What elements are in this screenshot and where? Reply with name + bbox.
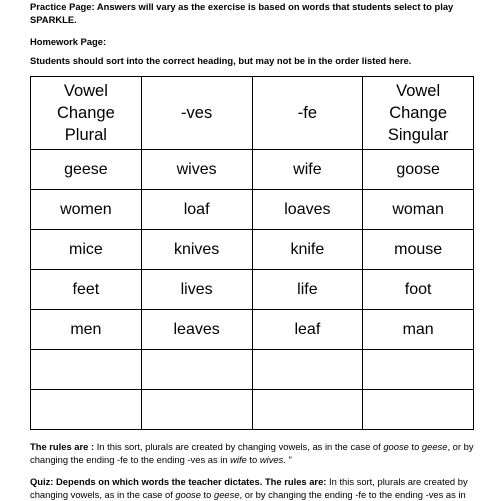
header-vowel-change-plural [31,77,142,150]
table-cell [141,350,252,390]
table-cell: wives [141,150,252,190]
word-sort-table [30,76,474,430]
table-row [31,310,474,350]
header-ves [141,77,252,150]
table-cell: man [363,310,474,350]
table-cell: mouse [363,230,474,270]
table-cell: men [31,310,142,350]
example-word: goose [383,441,409,452]
table-cell [141,390,252,430]
table-cell: lives [141,270,252,310]
quiz-text: , or by changing the ending -fe to the ending -ves as in [239,488,466,500]
table-cell: goose [363,150,474,190]
header-fe [252,77,363,150]
example-word: wife [230,453,247,465]
table-cell: knives [141,230,252,270]
example-word: goose [175,488,201,500]
quiz-text: In this sort, plurals are created by changing vowels, as in the case of [30,476,468,500]
table-row [31,150,474,190]
example-word: geese [421,441,448,452]
table-cell [31,350,142,390]
table-cell: foot [363,270,474,310]
table-cell: loaves [252,190,363,230]
table-cell [31,390,142,430]
table-row [31,390,474,430]
table-cell: leaf [252,310,363,350]
table-cell: geese [31,150,142,190]
rules-text: to [408,441,422,452]
header-label: -ves [181,104,213,122]
table-row [31,350,474,390]
header-label: Vowel Change Singular [387,82,449,144]
rules-text: In this sort, plurals are created by changing vowels, as in the case of [96,441,384,452]
rules-text: . " [283,453,292,465]
table-cell: woman [363,190,474,230]
header-label: -fe [297,104,317,122]
table-cell: women [31,190,142,230]
table-cell: life [252,270,363,310]
table-cell [363,350,474,390]
table-cell: wife [252,150,363,190]
table-row [31,230,474,270]
table-cell [363,390,474,430]
table-header-row [31,77,474,150]
sort-instructions: Students should sort into the correct heading, but may not be in the order listed here. [30,55,412,66]
table-row [31,190,474,230]
table-cell: leaves [141,310,252,350]
homework-page-heading: Homework Page: [30,36,107,47]
rules-label: The rules are : [30,441,97,452]
table-cell: loaf [141,190,252,230]
header-label: Vowel Change Plural [56,82,115,144]
rules-text: , or by changing the ending -fe to the ending -ves as in [30,441,474,465]
rules-text: to [246,453,260,465]
table-row [31,270,474,310]
table-cell [252,350,363,390]
table-cell: feet [31,270,142,310]
header-vowel-change-singular [363,77,474,150]
example-word: geese [213,488,240,500]
practice-page-note: Practice Page: Answers will vary as the exercise is based on words that students select to play SPARKLE. [30,1,454,25]
table-cell: knife [252,230,363,270]
example-word: wives [259,453,284,465]
rules-paragraph [30,441,486,466]
table-cell: mice [31,230,142,270]
quiz-paragraph [30,476,486,501]
quiz-label: Quiz: Depends on which words the teacher dictates. The rules are: [30,476,327,487]
quiz-text: to [200,488,214,500]
table-cell [252,390,363,430]
